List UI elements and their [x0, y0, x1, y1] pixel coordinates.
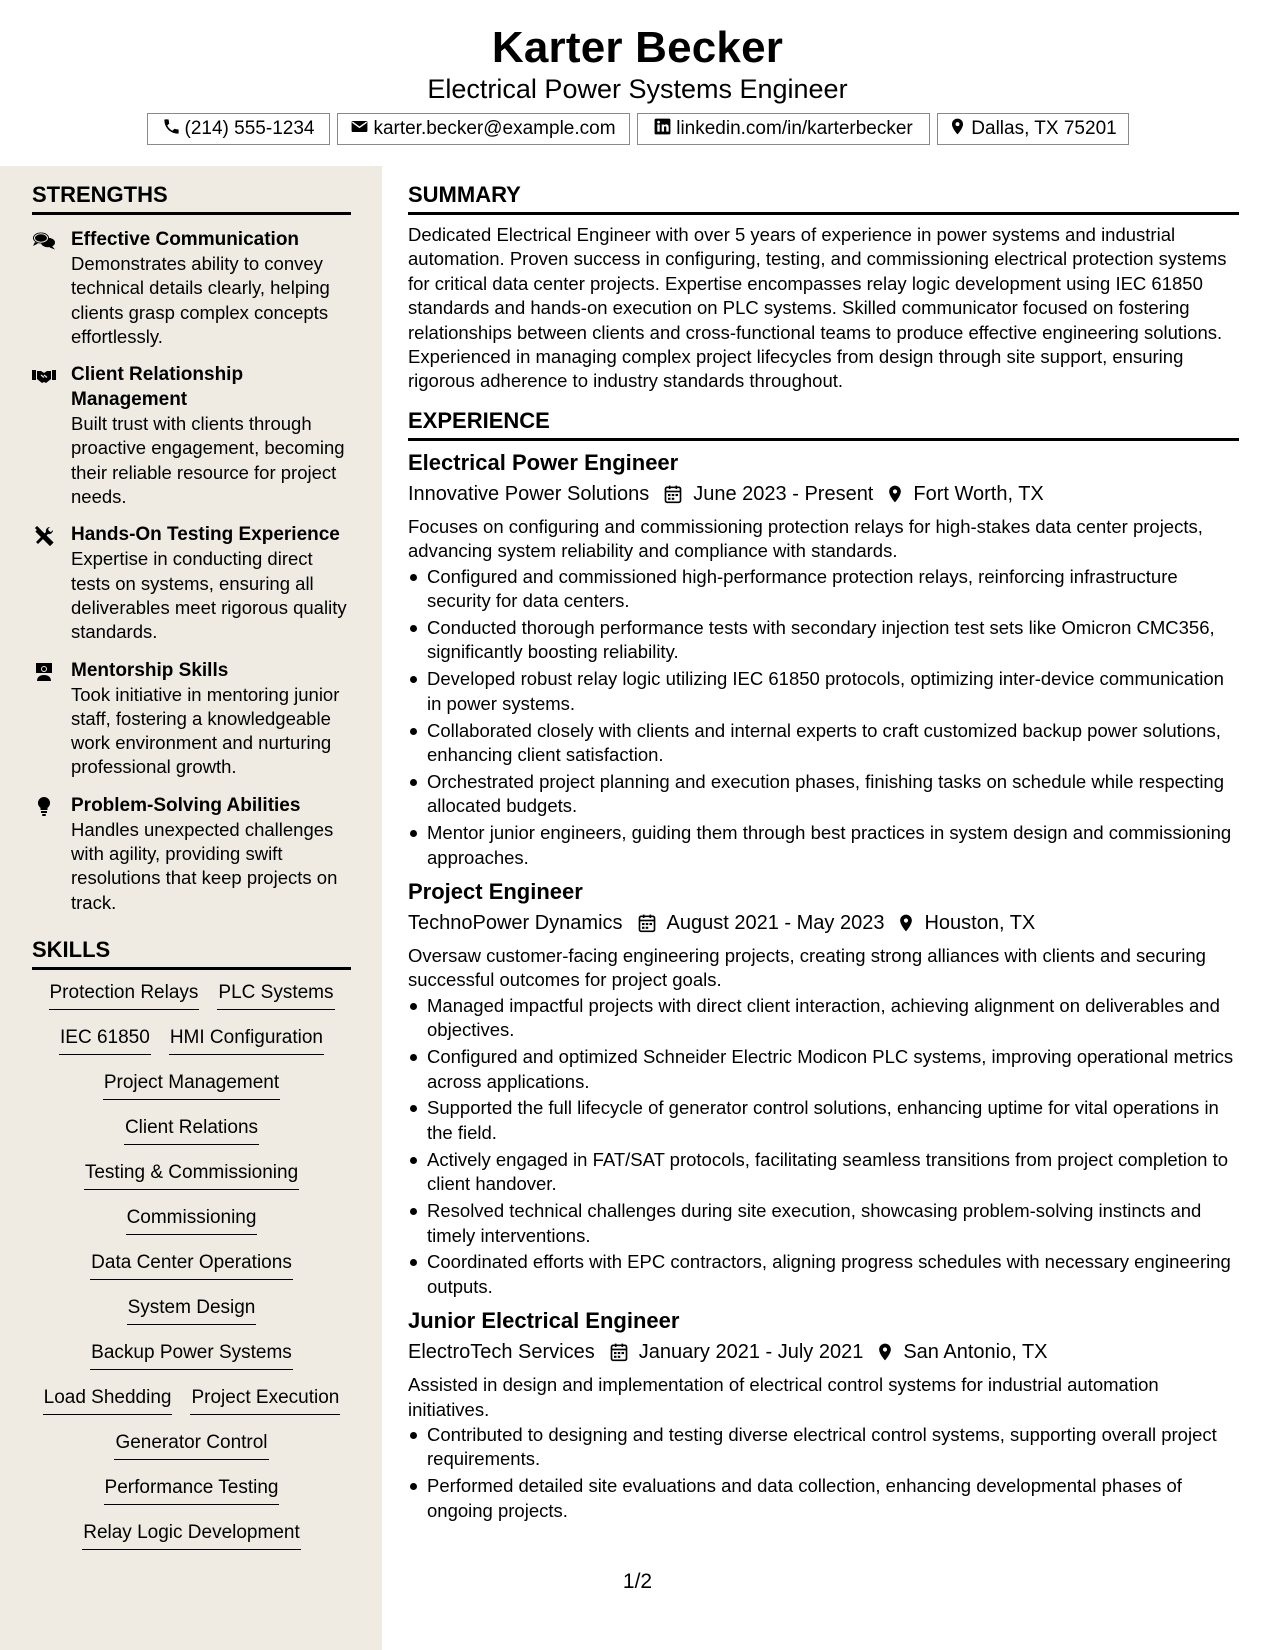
contact-location: [937, 113, 1129, 145]
strength-title: Hands-On Testing Experience: [71, 524, 340, 546]
bullet-item: Managed impactful projects with direct client interaction, achieving alignment on deliverables and objectives.: [408, 994, 1239, 1043]
strengths-heading: STRENGTHS: [32, 180, 351, 215]
phone-icon: [162, 117, 181, 142]
job-bullets: [408, 565, 1239, 870]
contact-linkedin[interactable]: [637, 113, 930, 145]
strength-desc: Demonstrates ability to convey technical details clearly, helping clients grasp complex concepts effortlessly.: [71, 253, 330, 347]
job-location: San Antonio, TX: [903, 1341, 1048, 1364]
calendar-icon: [609, 1342, 629, 1362]
summary-heading: SUMMARY: [408, 180, 1239, 215]
bullet-item: Contributed to designing and testing diverse electrical control systems, supporting overall project requirements.: [408, 1423, 1239, 1472]
job-dates: June 2023 - Present: [693, 482, 874, 505]
strength-item: [32, 522, 351, 644]
skill-tag: IEC 61850: [59, 1025, 151, 1055]
calendar-icon: [663, 484, 683, 504]
location-pin-icon: [948, 117, 967, 142]
job-dates: January 2021 - July 2021: [638, 1341, 864, 1364]
bullet-item: Mentor junior engineers, guiding them through best practices in system design and commissioning approaches.: [408, 821, 1239, 870]
contact-email[interactable]: [337, 113, 630, 145]
bullet-item: Supported the full lifecycle of generator control solutions, enhancing uptime for vital operations in the field.: [408, 1096, 1239, 1145]
skill-tag: Protection Relays: [49, 980, 200, 1010]
contact-phone[interactable]: [147, 113, 330, 145]
contact-location-text: Dallas, TX 75201: [971, 118, 1117, 139]
strength-title: Problem-Solving Abilities: [71, 794, 301, 816]
job-location: Fort Worth, TX: [913, 482, 1044, 505]
job-bullets: [408, 1423, 1239, 1523]
job-meta: [408, 1337, 1239, 1367]
bullet-item: Resolved technical challenges during site execution, showcasing problem-solving instincts and timely interventions.: [408, 1199, 1239, 1248]
contact-email-text: karter.becker@example.com: [373, 118, 616, 139]
tools-icon: [32, 526, 56, 546]
teacher-icon: [32, 662, 56, 682]
strength-item: [32, 658, 351, 780]
sidebar: [0, 166, 382, 1650]
bullet-item: Performed detailed site evaluations and data collection, enhancing developmental phases of ongoing projects.: [408, 1474, 1239, 1523]
job-title: Electrical Power Engineer: [408, 449, 679, 475]
skills-list: [32, 980, 351, 1565]
skill-tag: Data Center Operations: [90, 1250, 293, 1280]
experience-heading: EXPERIENCE: [408, 406, 1239, 441]
strength-item: [32, 362, 351, 509]
lightbulb-icon: [32, 797, 56, 817]
location-pin-icon: [875, 1342, 895, 1362]
job-location: Houston, TX: [924, 912, 1036, 935]
contact-linkedin-text: linkedin.com/in/karterbecker: [676, 118, 913, 139]
location-pin-icon: [896, 913, 916, 933]
bullet-item: Configured and optimized Schneider Electric Modicon PLC systems, improving operational metrics across applications.: [408, 1045, 1239, 1094]
envelope-icon: [350, 117, 369, 142]
job-company: Innovative Power Solutions: [408, 482, 650, 505]
skill-tag: Generator Control: [114, 1430, 268, 1460]
skill-tag: Commissioning: [126, 1205, 258, 1235]
job-entry: [408, 1306, 1239, 1523]
handshake-icon: [32, 366, 56, 386]
resume-header: [0, 0, 1275, 166]
skill-tag: Project Execution: [190, 1385, 340, 1415]
job-bullets: [408, 994, 1239, 1299]
skill-tag: Client Relations: [124, 1115, 259, 1145]
strength-title: Mentorship Skills: [71, 659, 229, 681]
job-title: Junior Electrical Engineer: [408, 1308, 680, 1334]
location-pin-icon: [885, 484, 905, 504]
bullet-item: Coordinated efforts with EPC contractors, aligning progress schedules with necessary engineering outputs.: [408, 1250, 1239, 1299]
main-column: [408, 180, 1239, 1526]
skill-tag: PLC Systems: [217, 980, 334, 1010]
bullet-item: Collaborated closely with clients and internal experts to craft customized backup power solutions, enhancing client satisfaction.: [408, 719, 1239, 768]
job-title: Project Engineer: [408, 879, 583, 905]
contact-phone-text: (214) 555-1234: [184, 118, 315, 139]
skill-tag: Relay Logic Development: [82, 1520, 301, 1550]
summary-text: Dedicated Electrical Engineer with over 5 years of experience in power systems and industrial automation. Proven success in configuring, testing, and commissioning electrical protection systems for critical data center projects. Expertise encompasses relay logic development using IEC 61850 standards and hands-on execution on PLC systems. Skilled communicator focused on fostering relationships between clients and cross-functional teams to produce effective engineering solutions. Experienced in managing complex project lifecycles from design through site support, ensuring rigorous adherence to industry standards throughout.: [408, 224, 1227, 392]
skill-tag: HMI Configuration: [169, 1025, 324, 1055]
strength-item: [32, 793, 351, 915]
skill-tag: Backup Power Systems: [90, 1340, 293, 1370]
job-description: Assisted in design and implementation of electrical control systems for industrial automation initiatives.: [408, 1374, 1159, 1420]
bullet-item: Configured and commissioned high-performance protection relays, reinforcing infrastructure security for data centers.: [408, 565, 1239, 614]
candidate-name: Karter Becker: [491, 23, 784, 72]
job-description: Oversaw customer-facing engineering projects, creating strong alliances with clients and securing successful outcomes for project goals.: [408, 945, 1206, 991]
skill-tag: Project Management: [103, 1070, 280, 1100]
speech-bubbles-icon: [32, 231, 56, 251]
page-number: 1/2: [622, 1570, 653, 1593]
strength-desc: Took initiative in mentoring junior staff, fostering a knowledgeable work environment and nurturing professional growth.: [71, 683, 340, 778]
strength-desc: Handles unexpected challenges with agility, providing swift resolutions that keep projects on track.: [71, 818, 338, 913]
job-meta: [408, 479, 1239, 509]
strength-desc: Built trust with clients through proactive engagement, becoming their reliable resource for project needs.: [71, 413, 345, 508]
bullet-item: Developed robust relay logic utilizing IEC 61850 protocols, optimizing inter-device communication in power systems.: [408, 667, 1239, 716]
skills-heading: SKILLS: [32, 935, 351, 970]
job-meta: [408, 908, 1239, 938]
bullet-item: Actively engaged in FAT/SAT protocols, facilitating seamless transitions from project completion to client handover.: [408, 1148, 1239, 1197]
linkedin-icon: [653, 117, 672, 142]
strength-item: [32, 227, 351, 349]
job-entry: [408, 448, 1239, 870]
bullet-item: Conducted thorough performance tests with secondary injection test sets like Omicron CMC356, significantly boosting reliability.: [408, 616, 1239, 665]
job-dates: August 2021 - May 2023: [666, 912, 885, 935]
job-entry: [408, 877, 1239, 1299]
job-company: ElectroTech Services: [408, 1341, 595, 1364]
skill-tag: System Design: [127, 1295, 257, 1325]
strengths-list: [32, 227, 351, 915]
strength-desc: Expertise in conducting direct tests on systems, ensuring all deliverables meet rigorous quality standards.: [71, 548, 347, 643]
strength-title: Effective Communication: [71, 229, 300, 250]
job-company: TechnoPower Dynamics: [408, 912, 623, 935]
candidate-title: Electrical Power Systems Engineer: [427, 74, 848, 104]
skill-tag: Performance Testing: [104, 1475, 280, 1505]
bullet-item: Orchestrated project planning and execution phases, finishing tasks on schedule while respecting allocated budgets.: [408, 770, 1239, 819]
job-description: Focuses on configuring and commissioning protection relays for high-stakes data center projects, advancing system reliability and compliance with standards.: [408, 515, 1203, 562]
skill-tag: Load Shedding: [43, 1385, 173, 1415]
skill-tag: Testing & Commissioning: [84, 1160, 299, 1190]
contact-bar: [0, 113, 1275, 145]
strength-title: Client Relationship Management: [71, 364, 244, 411]
calendar-icon: [637, 913, 657, 933]
